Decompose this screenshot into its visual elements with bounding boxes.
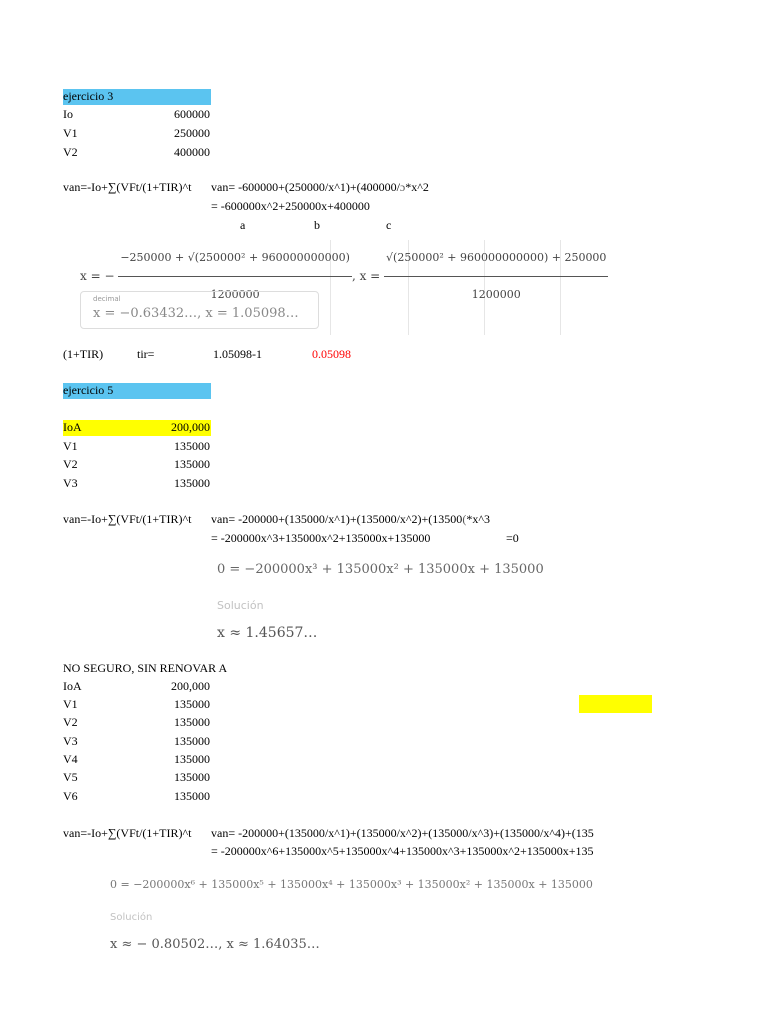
ex3-van-formula-left[interactable]: van=-Io+∑(VFt/(1+TIR)^t xyxy=(63,180,192,194)
ex6-poly-line[interactable]: = -200000x^6+135000x^5+135000x^4+135000x^3+135000x^2+135000x+135 xyxy=(211,844,594,858)
ex6-label-v1: V1 xyxy=(63,697,78,711)
highlighted-cell[interactable] xyxy=(579,695,652,713)
ex3-coef-b: b xyxy=(314,218,320,232)
ex5-van-formula-right[interactable]: van= -200000+(135000/x^1)+(135000/x^2)+(13500(*x^3 xyxy=(211,512,490,526)
ex6-label-v3: V3 xyxy=(63,734,78,748)
ex5-van-formula-right-text: van= -200000+(135000/x^1)+(135000/x^2)+(13500 xyxy=(211,512,463,526)
ex6-value-v1[interactable]: 135000 xyxy=(174,697,210,711)
ex3-tir-calc[interactable]: 1.05098-1 xyxy=(213,347,262,361)
ex3-tir-result[interactable]: 0.05098 xyxy=(312,347,351,361)
ex3-title: ejercicio 3 xyxy=(63,89,114,103)
ex5-title: ejercicio 5 xyxy=(63,383,114,397)
ex5-value-v1[interactable]: 135000 xyxy=(174,439,210,453)
ex6-label-v6: V6 xyxy=(63,789,78,803)
ex5-label-v3: V3 xyxy=(63,476,78,490)
ex3-value-io[interactable]: 600000 xyxy=(174,107,210,121)
ex6-label-v5: V5 xyxy=(63,770,78,784)
ex5-van-formula-left[interactable]: van=-Io+∑(VFt/(1+TIR)^t xyxy=(63,512,192,526)
ex3-poly-line[interactable]: = -600000x^2+250000x+400000 xyxy=(211,199,370,213)
ex5-solution: x ≈ 1.45657… xyxy=(217,625,318,641)
ex5-row-ioa[interactable] xyxy=(63,420,211,436)
ex3-coef-c: c xyxy=(386,218,392,232)
ex6-van-formula-right[interactable]: van= -200000+(135000/x^1)+(135000/x^2)+(135000/x^3)+(135000/x^4)+(135 xyxy=(211,826,594,840)
ex5-van-formula-tail: *x^3 xyxy=(466,512,490,526)
ex3-root-num1: −250000 + √(250000² + 960000000000) xyxy=(118,240,352,277)
ex3-tir-label1: (1+TIR) xyxy=(63,347,104,361)
ex5-value-v3[interactable]: 135000 xyxy=(174,476,210,490)
ex6-solution-label: Solución xyxy=(110,912,153,923)
ex6-value-ioa[interactable]: 200,000 xyxy=(171,679,210,693)
ex5-title-cell[interactable] xyxy=(63,383,211,399)
ex6-value-v2[interactable]: 135000 xyxy=(174,715,210,729)
ex5-poly-line[interactable]: = -200000x^3+135000x^2+135000x+135000 xyxy=(211,531,431,545)
ex5-label-v1: V1 xyxy=(63,439,78,453)
ex6-label-ioa: IoA xyxy=(63,679,82,693)
ex6-label-v4: V4 xyxy=(63,752,78,766)
ex6-van-formula-left[interactable]: van=-Io+∑(VFt/(1+TIR)^t xyxy=(63,826,192,840)
ex3-root-sep: , x = xyxy=(351,269,381,283)
ex6-equation: 0 = −200000x⁶ + 135000x⁵ + 135000x⁴ + 135000x³ + 135000x² + 135000x + 135000 xyxy=(110,878,593,891)
ex3-root-den1: 1200000 xyxy=(210,288,260,301)
ex3-title-cell[interactable] xyxy=(63,89,211,105)
ex5-equation: 0 = −200000x³ + 135000x² + 135000x + 135000 xyxy=(217,562,544,577)
ex3-van-formula-right-text: van= -600000+(250000/x^1)+(400000/ xyxy=(211,180,400,194)
ex5-value-v2[interactable]: 135000 xyxy=(174,457,210,471)
ex3-van-formula-tail: *x^2 xyxy=(405,180,429,194)
ex3-decimal-box xyxy=(80,291,319,329)
ex3-root-prefix: x = − xyxy=(80,269,115,283)
ex3-coef-a: a xyxy=(240,218,246,232)
ex5-solution-label: Solución xyxy=(217,599,264,612)
ex3-root-num2: √(250000² + 960000000000) + 250000 xyxy=(384,240,608,277)
ex3-tir-label2: tir= xyxy=(137,347,155,361)
ex3-label-io: Io xyxy=(63,107,73,121)
ex3-label-v1: V1 xyxy=(63,126,78,140)
ex6-value-v3[interactable]: 135000 xyxy=(174,734,210,748)
ex6-title: NO SEGURO, SIN RENOVAR A xyxy=(63,661,228,675)
ex3-label-v2: V2 xyxy=(63,145,78,159)
ex6-value-v4[interactable]: 135000 xyxy=(174,752,210,766)
ex5-label-ioa: IoA xyxy=(63,420,82,434)
ex3-decimal-result: x = −0.63432…, x = 1.05098… xyxy=(93,306,299,321)
ex6-value-v6[interactable]: 135000 xyxy=(174,789,210,803)
ex5-label-v2: V2 xyxy=(63,457,78,471)
ex5-eq-zero[interactable]: =0 xyxy=(506,531,519,545)
ex6-value-v5[interactable]: 135000 xyxy=(174,770,210,784)
ex3-decimal-label: decimal xyxy=(93,295,121,303)
ex3-value-v2[interactable]: 400000 xyxy=(174,145,210,159)
ex3-van-formula-right[interactable]: van= -600000+(250000/x^1)+(400000/ɔ*x^2 xyxy=(211,180,429,194)
ex3-root-den2: 1200000 xyxy=(471,288,521,301)
ex5-value-ioa: 200,000 xyxy=(171,420,210,434)
ex6-solution: x ≈ − 0.80502…, x ≈ 1.64035… xyxy=(110,937,320,952)
ex6-label-v2: V2 xyxy=(63,715,78,729)
ex3-value-v1[interactable]: 250000 xyxy=(174,126,210,140)
